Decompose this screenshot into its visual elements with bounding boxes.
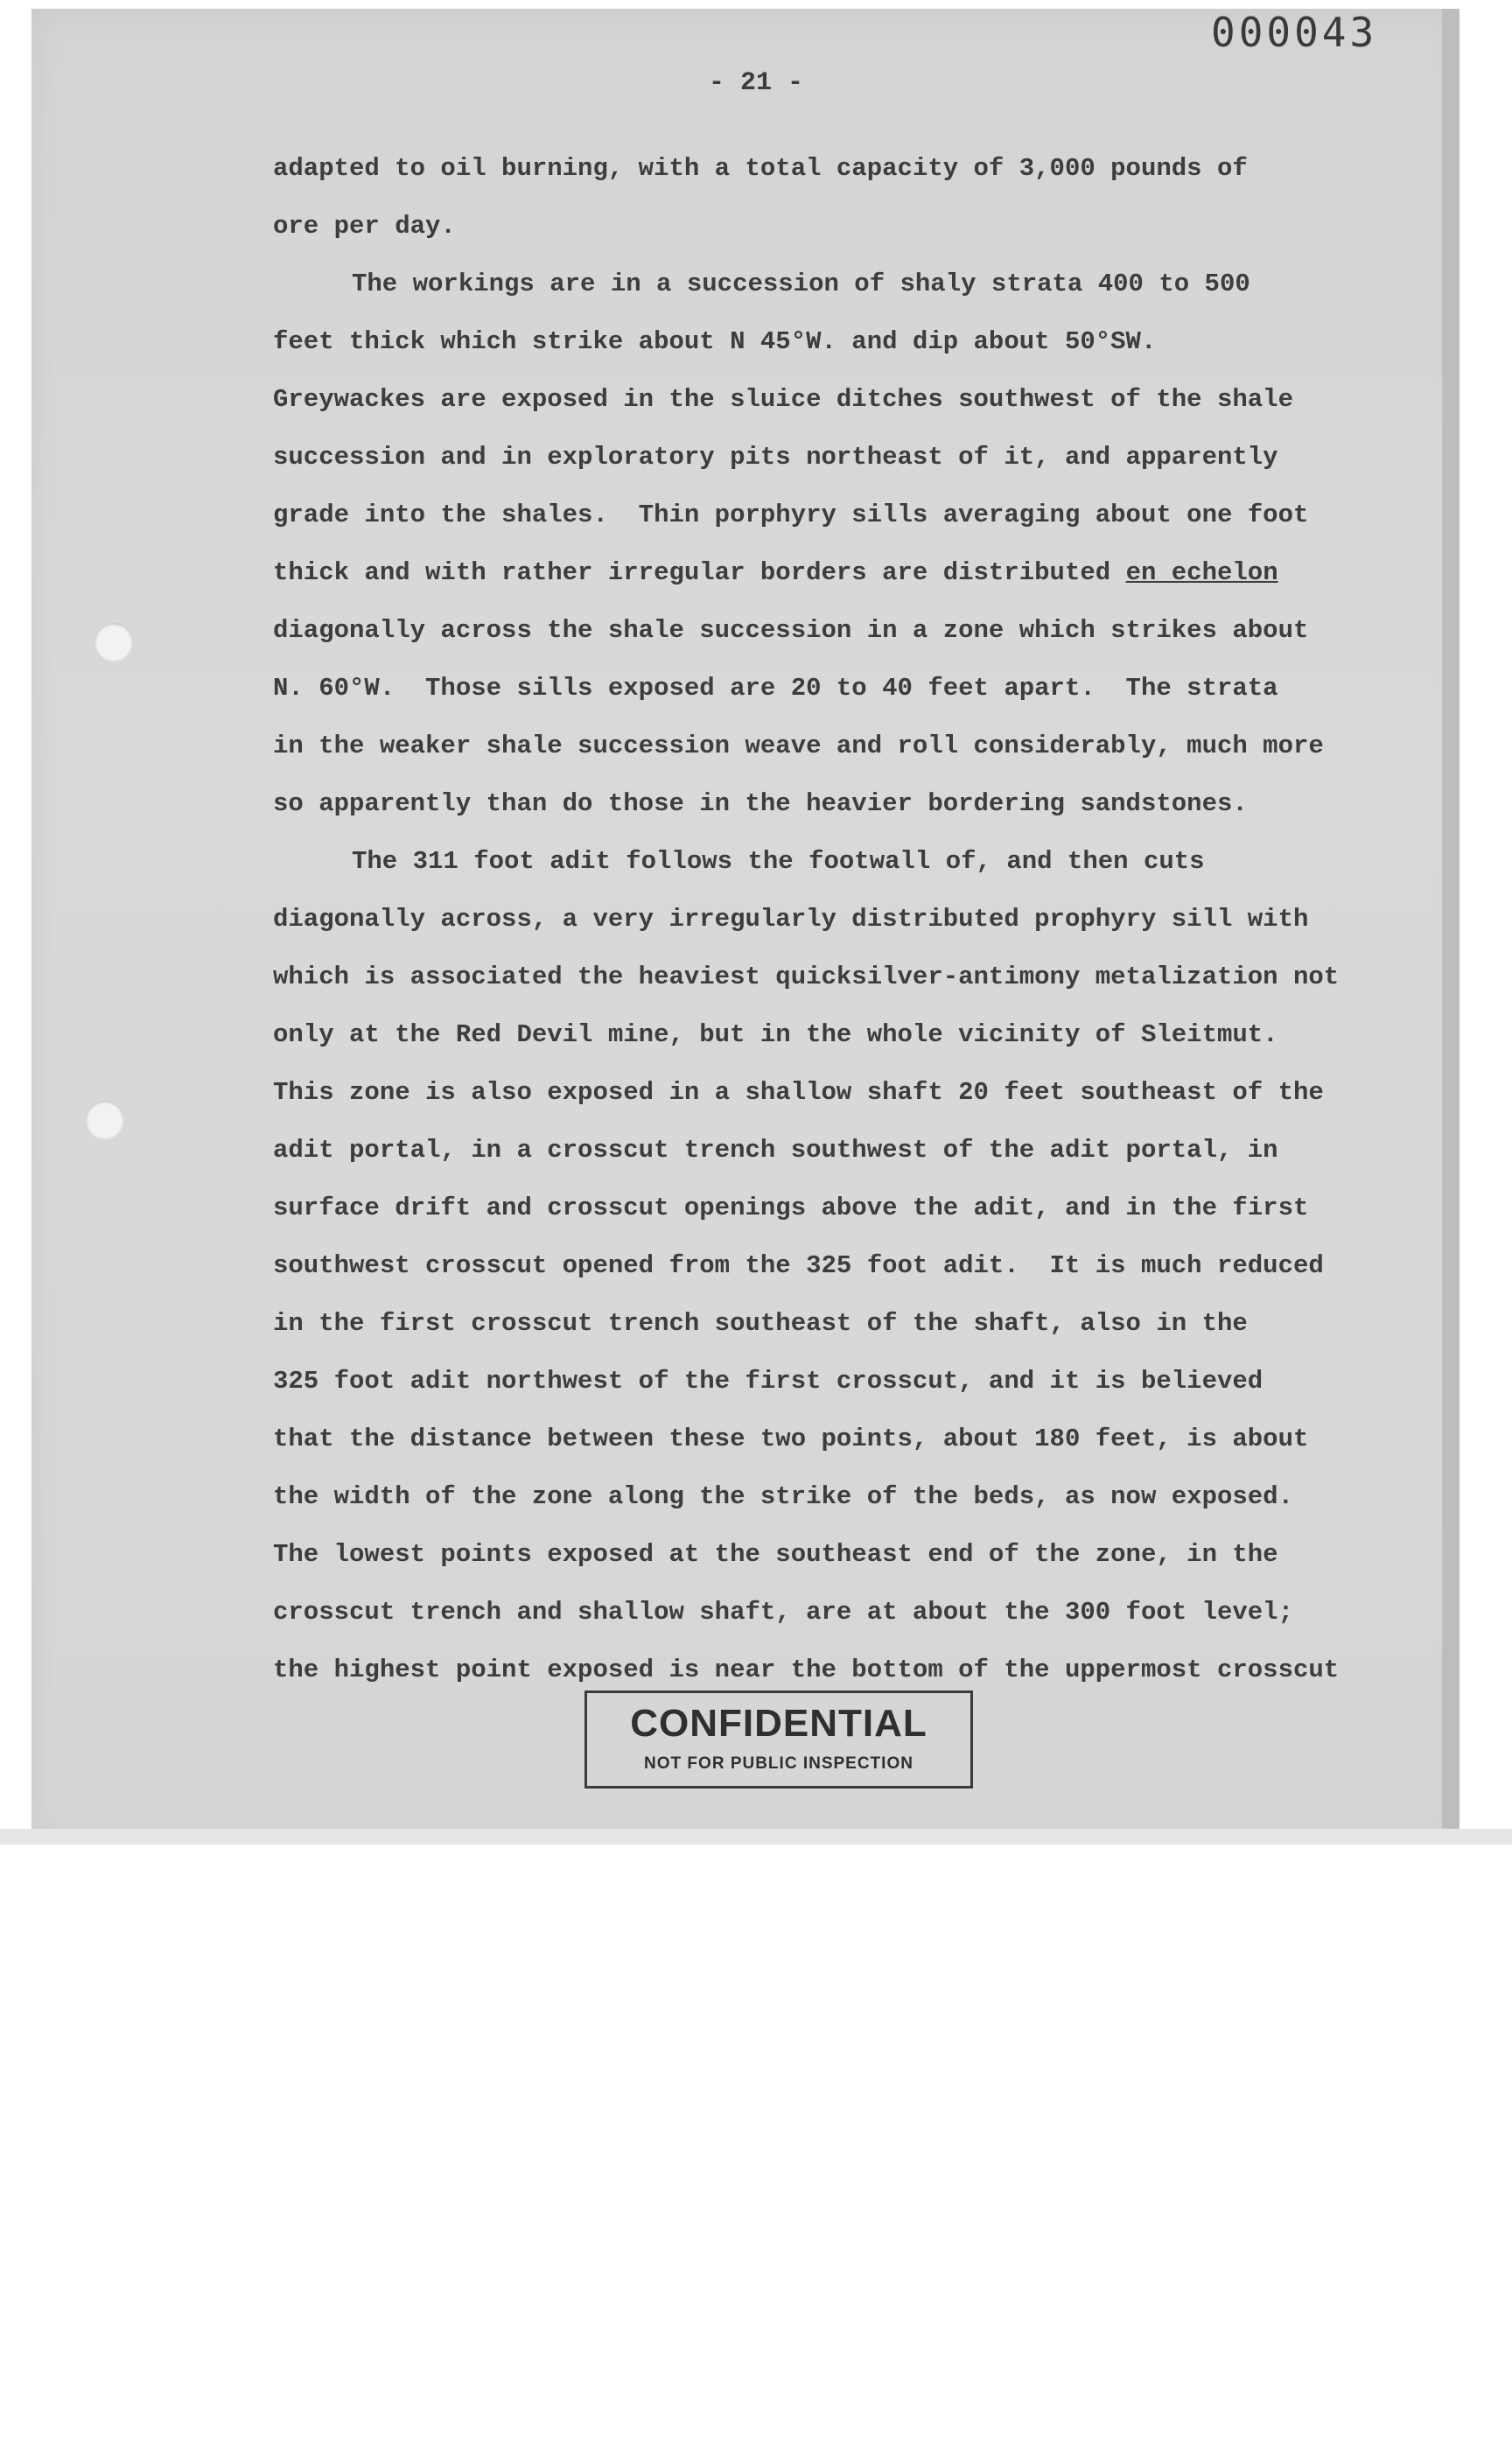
text-line-content: the highest point exposed is near the bottom of the uppermost crosscut	[273, 1656, 1340, 1684]
text-line	[273, 602, 1323, 660]
page-number: - 21 -	[708, 68, 804, 98]
text-line	[273, 891, 1323, 948]
confidential-stamp	[584, 1690, 973, 1788]
text-line	[273, 1526, 1323, 1584]
text-line	[273, 198, 1323, 256]
text-line	[273, 1006, 1323, 1064]
punch-hole-lower	[86, 1101, 124, 1139]
text-line-content: diagonally across the shale succession in a zone which strikes about	[273, 616, 1309, 645]
text-line-content: that the distance between these two points, about 180 feet, is about	[273, 1424, 1309, 1453]
text-line	[273, 775, 1323, 833]
text-line	[273, 544, 1323, 602]
text-line-content: surface drift and crosscut openings above the adit, and in the first	[273, 1194, 1309, 1222]
text-line-content: grade into the shales. Thin porphyry sills averaging about one foot	[273, 500, 1309, 529]
text-line	[273, 371, 1323, 429]
text-line	[273, 140, 1323, 198]
text-line	[273, 1064, 1323, 1122]
text-line-content: in the weaker shale succession weave and roll considerably, much more	[273, 732, 1324, 760]
text-line-content: so apparently than do those in the heavier bordering sandstones.	[273, 789, 1248, 818]
text-line-content: the width of the zone along the strike of the beds, as now exposed.	[273, 1482, 1293, 1511]
text-line-content: only at the Red Devil mine, but in the whole vicinity of Sleitmut.	[273, 1020, 1278, 1049]
stamp-subtitle: NOT FOR PUBLIC INSPECTION	[644, 1754, 914, 1773]
text-line-content: The lowest points exposed at the southeast end of the zone, in the	[273, 1540, 1278, 1569]
text-line-content: in the first crosscut trench southeast of the shaft, also in the	[273, 1309, 1248, 1338]
text-line-content: thick and with rather irregular borders are distributed	[273, 558, 1111, 587]
body-text	[273, 140, 1340, 1699]
page-edge-shadow	[1442, 9, 1460, 1842]
text-line	[273, 1584, 1323, 1642]
text-line	[273, 833, 1323, 891]
underlined-term: en echelon	[1125, 558, 1278, 587]
text-line	[273, 429, 1323, 486]
document-serial-number: 000043	[1211, 9, 1378, 56]
text-line-content: diagonally across, a very irregularly distributed prophyry sill with	[273, 905, 1309, 934]
text-line-content: succession and in exploratory pits northeast of it, and apparently	[273, 443, 1278, 472]
text-line	[273, 1180, 1323, 1237]
text-line-content: adapted to oil burning, with a total capacity of 3,000 pounds of	[273, 154, 1248, 183]
stamp-title: CONFIDENTIAL	[630, 1702, 928, 1745]
text-line	[273, 948, 1340, 1006]
text-line	[273, 486, 1323, 544]
text-line	[273, 660, 1323, 718]
text-line-content: This zone is also exposed in a shallow shaft 20 feet southeast of the	[273, 1078, 1324, 1107]
text-line-content: ore per day.	[273, 212, 456, 241]
text-line	[273, 1295, 1323, 1353]
text-line-content: The 311 foot adit follows the footwall of, and then cuts	[352, 847, 1205, 876]
text-line-content: southwest crosscut opened from the 325 foot adit. It is much reduced	[273, 1251, 1324, 1280]
text-line-content: crosscut trench and shallow shaft, are at about the 300 foot level;	[273, 1598, 1293, 1627]
text-line-content: N. 60°W. Those sills exposed are 20 to 40 feet apart. The strata	[273, 674, 1278, 703]
text-line-content: which is associated the heaviest quicksilver-antimony metalization not	[273, 962, 1340, 991]
text-line	[273, 313, 1323, 371]
text-line	[273, 1122, 1323, 1180]
text-line-content: adit portal, in a crosscut trench southwest of the adit portal, in	[273, 1136, 1278, 1165]
text-line-content: 325 foot adit northwest of the first crosscut, and it is believed	[273, 1367, 1264, 1396]
page-bottom-edge	[0, 1829, 1512, 1844]
punch-hole-upper	[94, 623, 133, 662]
text-line	[273, 1410, 1323, 1468]
text-line	[273, 256, 1323, 313]
text-line-content: The workings are in a succession of shaly strata 400 to 500	[352, 270, 1250, 298]
text-line-content: feet thick which strike about N 45°W. and dip about 50°SW.	[273, 327, 1157, 356]
text-line	[273, 1237, 1323, 1295]
text-line	[273, 1353, 1323, 1410]
text-line	[273, 718, 1323, 775]
text-line-content: Greywackes are exposed in the sluice ditches southwest of the shale	[273, 385, 1293, 414]
text-line	[273, 1468, 1323, 1526]
